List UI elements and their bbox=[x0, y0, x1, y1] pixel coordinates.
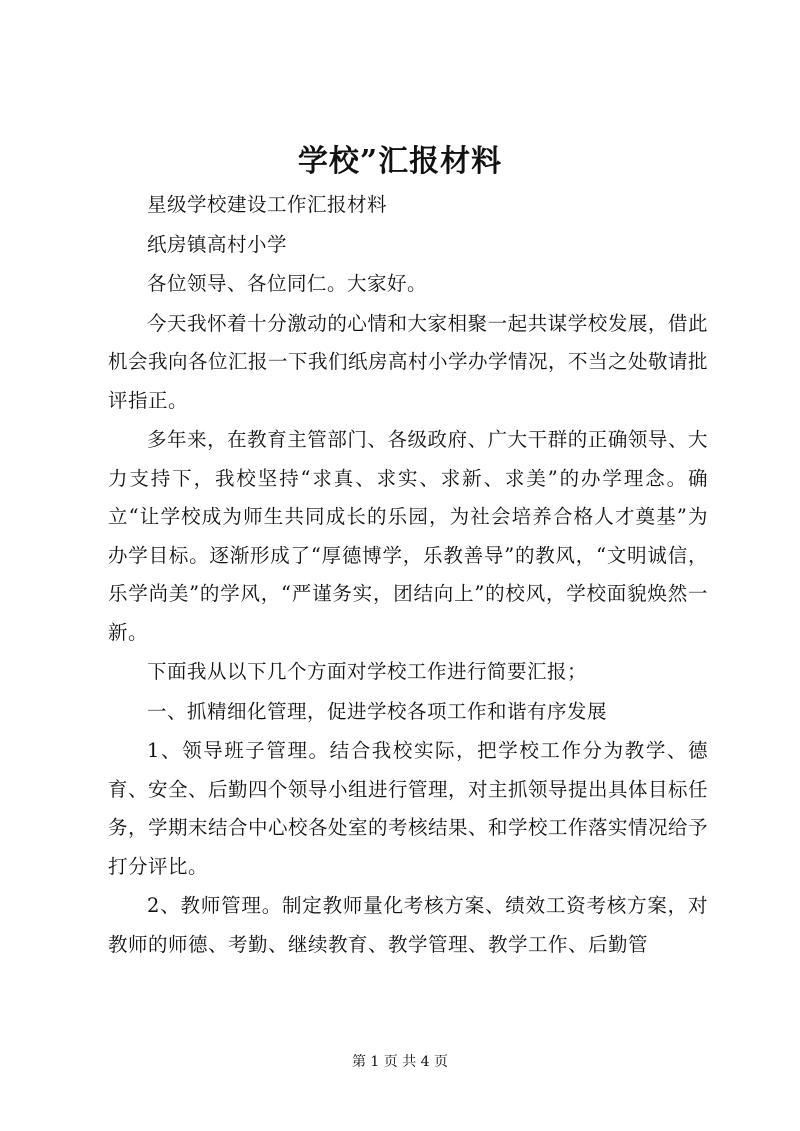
paragraph-leadership-management: 1、领导班子管理。结合我校实际，把学校工作分为教学、德育、安全、后勤四个领导小组进行管理，对主抓领导提出具体目标任务，学期末结合中心校各处室的考核结果、和学校工作落实情况给予打分评比。 bbox=[108, 739, 709, 878]
section-heading-management: 一、抓精细化管理，促进学校各项工作和谐有序发展 bbox=[147, 699, 608, 723]
paragraph-school-philosophy: 多年来，在教育主管部门、各级政府、广大干群的正确领导、大力支持下，我校坚持“求真、求实、求新、求美”的办学理念。确立“让学校成为师生共同成长的乐园，为社会培养合格人才奠基”为办学目标。逐渐形成了“厚德博学，乐教善导”的教风，“文明诚信，乐学尚美”的学风，“严谨务实，团结向上”的校风，学校面貌焕然一新。 bbox=[108, 428, 708, 644]
paragraph-school-name: 纸房镇高村小学 bbox=[147, 232, 288, 256]
document-title: 学校”汇报材料 bbox=[297, 144, 503, 179]
paragraph-greeting: 各位领导、各位同仁。大家好。 bbox=[147, 272, 428, 295]
paragraph-subtitle: 星级学校建设工作汇报材料 bbox=[147, 193, 388, 216]
page-indicator: 第 1 页 共 4 页 bbox=[351, 1054, 449, 1070]
paragraph-teacher-management: 2、教师管理。制定教师量化考核方案、绩效工资考核方案，对教师的师德、考勤、继续教育、教学管理、教学工作、后勤管 bbox=[108, 894, 708, 956]
document-body bbox=[108, 186, 708, 965]
paragraph-report-overview: 下面我从以下几个方面对学校工作进行简要汇报； bbox=[147, 660, 588, 683]
paragraph-intro: 今天我怀着十分激动的心情和大家相聚一起共谋学校发展，借此机会我向各位汇报一下我们纸房高村小学办学情况，不当之处敬请批评指正。 bbox=[108, 311, 709, 412]
